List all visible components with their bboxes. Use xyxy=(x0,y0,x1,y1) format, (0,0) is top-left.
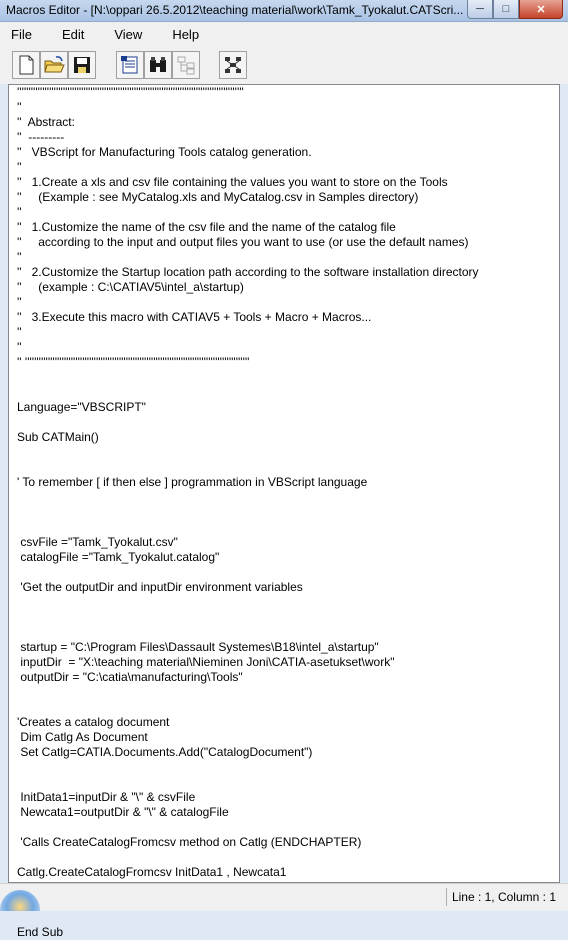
minimize-button[interactable] xyxy=(467,0,493,19)
menu-edit[interactable]: Edit xyxy=(61,26,85,42)
close-icon: ✕ xyxy=(536,3,546,16)
code-line: '' xyxy=(17,325,22,339)
code-line xyxy=(17,490,559,505)
code-line: Set Catlg=CATIA.Documents.Add("CatalogDocument") xyxy=(17,745,313,759)
code-line xyxy=(17,760,559,775)
code-line xyxy=(17,700,559,715)
code-line xyxy=(17,820,559,835)
code-line xyxy=(17,460,559,475)
macro-properties-icon xyxy=(119,54,141,76)
code-line: InitData1=inputDir & "\" & csvFile xyxy=(17,790,196,804)
code-line: csvFile ="Tamk_Tyokalut.csv" xyxy=(17,535,178,549)
save-button[interactable] xyxy=(68,51,96,79)
code-line: '' 2.Customize the Startup location path according to the software installation directory xyxy=(17,265,479,279)
code-line xyxy=(17,595,559,610)
code-line: '' xyxy=(17,295,22,309)
code-line: startup = "C:\Program Files\Dassault Systemes\B18\intel_a\startup" xyxy=(17,640,379,654)
new-file-icon xyxy=(15,54,37,76)
tree-icon xyxy=(222,54,244,76)
code-line xyxy=(17,385,559,400)
code-line: '' VBScript for Manufacturing Tools catalog generation. xyxy=(17,145,312,159)
code-line: '' (example : C:\CATIAV5\intel_a\startup) xyxy=(17,280,244,294)
tree-button[interactable] xyxy=(219,51,247,79)
code-line xyxy=(17,685,559,700)
menu-file[interactable]: File xyxy=(11,26,32,42)
code-line: outputDir = "C:\catia\manufacturing\Tools" xyxy=(17,670,243,684)
code-line: catalogFile ="Tamk_Tyokalut.catalog" xyxy=(17,550,220,564)
code-line: '' 1.Customize the name of the csv file and the name of the catalog file xyxy=(17,220,396,234)
code-line: '' --------- xyxy=(17,130,65,144)
code-line xyxy=(17,775,559,790)
code-line: '' xyxy=(17,340,22,354)
code-line: 'Calls CreateCatalogFromcsv method on Catlg (ENDCHAPTER) xyxy=(17,835,362,849)
status-bar xyxy=(0,883,568,911)
find-button[interactable] xyxy=(144,51,172,79)
find-icon xyxy=(147,54,169,76)
code-line xyxy=(17,370,559,385)
code-line xyxy=(17,520,559,535)
object-browser-button[interactable] xyxy=(172,51,200,79)
code-line: '' xyxy=(17,160,22,174)
save-icon xyxy=(71,54,93,76)
open-button[interactable] xyxy=(40,51,68,79)
code-line: ''''''''''''''''''''''''''''''''''''''''''''''''''''''''''''''''''''''''''''''''''''''''''''''''''' xyxy=(17,85,244,99)
macro-properties-button[interactable] xyxy=(116,51,144,79)
code-line: Language="VBSCRIPT" xyxy=(17,400,146,414)
code-line xyxy=(17,850,559,865)
code-line: Newcata1=outputDir & "\" & catalogFile xyxy=(17,805,229,819)
object-browser-icon xyxy=(175,54,197,76)
code-line xyxy=(17,910,559,925)
code-line: '' (Example : see MyCatalog.xls and MyCatalog.csv in Samples directory) xyxy=(17,190,419,204)
code-line xyxy=(17,415,559,430)
menu-help[interactable]: Help xyxy=(172,26,200,42)
code-line: 'Creates a catalog document xyxy=(17,715,170,729)
maximize-icon: □ xyxy=(502,3,510,15)
maximize-button[interactable] xyxy=(493,0,519,19)
code-line xyxy=(17,565,559,580)
code-line: Sub CATMain() xyxy=(17,430,99,444)
code-line: '' according to the input and output files you want to use (or use the default names) xyxy=(17,235,469,249)
code-line xyxy=(17,505,559,520)
code-line: '' Abstract: xyxy=(17,115,75,129)
code-line: 'Get the outputDir and inputDir environment variables xyxy=(17,580,303,594)
code-line: inputDir = "X:\teaching material\Nieminen Joni\CATIA-asetukset\work" xyxy=(17,655,395,669)
status-divider xyxy=(446,888,447,906)
code-text[interactable] xyxy=(9,85,559,940)
code-line: '' 3.Execute this macro with CATIAV5 + Tools + Macro + Macros... xyxy=(17,310,372,324)
code-line: '' '''''''''''''''''''''''''''''''''''''''''''''''''''''''''''''''''''''''''''''''''''''''''''''''''' xyxy=(17,355,250,369)
code-line: Dim Catlg As Document xyxy=(17,730,148,744)
code-line: End Sub xyxy=(17,925,64,939)
toolbar xyxy=(0,46,568,84)
code-line: '' xyxy=(17,250,22,264)
new-file-button[interactable] xyxy=(12,51,40,79)
code-line: '' 1.Create a xls and csv file containing the values you want to store on the Tools xyxy=(17,175,448,189)
open-folder-icon xyxy=(43,54,65,76)
code-line: Catlg.CreateCatalogFromcsv InitData1 , Newcata1 xyxy=(17,865,287,879)
menu-bar xyxy=(0,22,568,46)
menu-view[interactable]: View xyxy=(114,26,143,42)
code-line xyxy=(17,610,559,625)
code-line: '' xyxy=(17,205,22,219)
minimize-icon: ─ xyxy=(476,3,484,15)
code-line xyxy=(17,445,559,460)
title-bar[interactable] xyxy=(0,0,568,22)
cursor-position: Line : 1, Column : 1 xyxy=(451,890,556,904)
code-line xyxy=(17,625,559,640)
close-button[interactable] xyxy=(519,0,563,19)
code-line: '' xyxy=(17,100,22,114)
window-title: Macros Editor - [N:\oppari 26.5.2012\teaching material\work\Tamk_Tyokalut.CATScri... xyxy=(6,3,464,17)
code-line: ' To remember [ if then else ] programmation in VBScript language xyxy=(17,475,368,489)
